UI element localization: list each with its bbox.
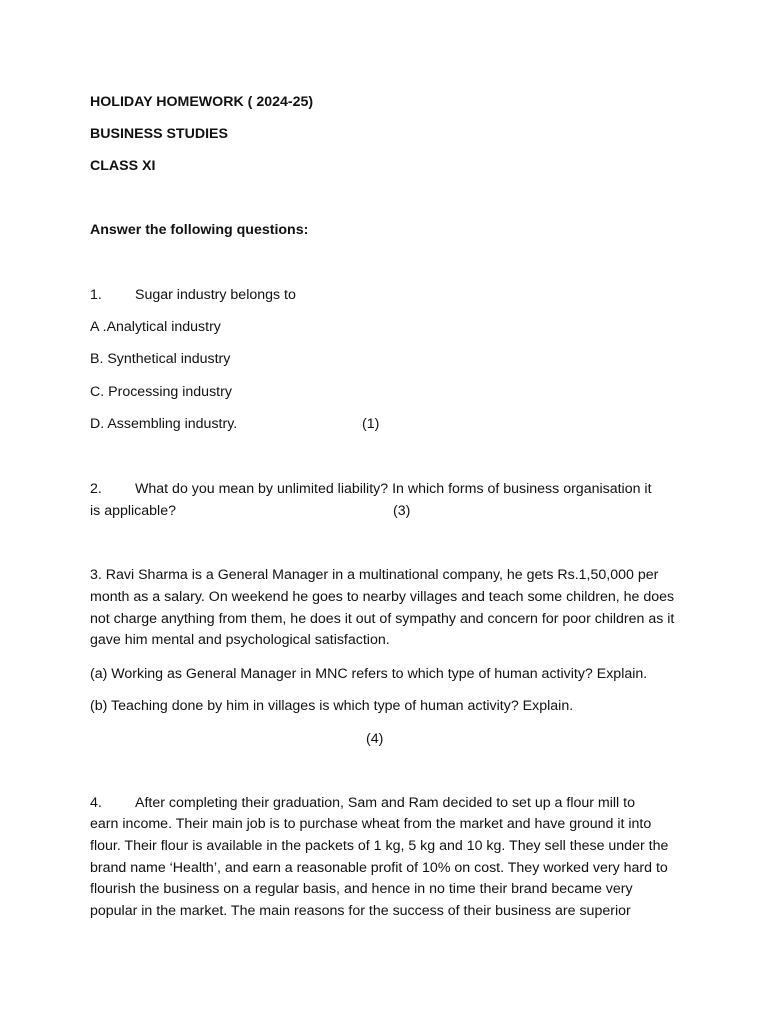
q1-option-d: D. Assembling industry. [90,416,238,432]
question-3-text: 3. Ravi Sharma is a General Manager in a multinational company, he gets Rs.1,50,000 per month as a salary. On weekend he goes to nearby villages and teach some children, he does not charge anything from them, he does it out of sympathy and concern for poor children as it gave him mental and psychological satisfaction. [90,567,675,649]
q1-option-a: A .Analytical industry [90,319,221,335]
q3-part-b: (b) Teaching done by him in villages is which type of human activity? Explain. [90,698,574,714]
instruction-text: Answer the following questions: [90,222,309,238]
question-text: After completing their graduation, Sam and Ram decided to set up a flour mill to [135,795,635,811]
question-number: 1. [90,287,102,303]
question-2-line-2: is applicable? [90,503,176,519]
question-4-text: earn income. Their main job is to purchase wheat from the market and have ground it into flour. Their flour is available in the packets of 1 kg, 5 kg and 10 kg. They sell these under the brand name ‘Health’, and earn a reasonable profit of 10% on cost. They worked very hard to flourish the business on a regular basis, and hence in no time their brand became very popular in the market. The main reasons for the success of their business are superior [90,816,669,920]
class-heading: CLASS XI [90,158,156,174]
question-text: What do you mean by unlimited liability? In which forms of business organisation it [135,481,652,497]
q2-marks: (3) [393,503,411,519]
subject-heading: BUSINESS STUDIES [90,126,228,142]
question-2-line-1 [90,478,652,500]
question-text: Sugar industry belongs to [135,287,296,303]
q1-option-b: B. Synthetical industry [90,351,231,367]
q1-marks: (1) [362,416,380,432]
q1-option-c: C. Processing industry [90,384,232,400]
q3-marks: (4) [366,731,384,747]
q3-part-a: (a) Working as General Manager in MNC refers to which type of human activity? Explain. [90,666,648,682]
question-4-line-1 [90,792,635,814]
question-number: 4. [90,795,102,811]
document-title: HOLIDAY HOMEWORK ( 2024-25) [90,94,314,110]
question-number: 2. [90,481,102,497]
question-1 [90,284,296,306]
